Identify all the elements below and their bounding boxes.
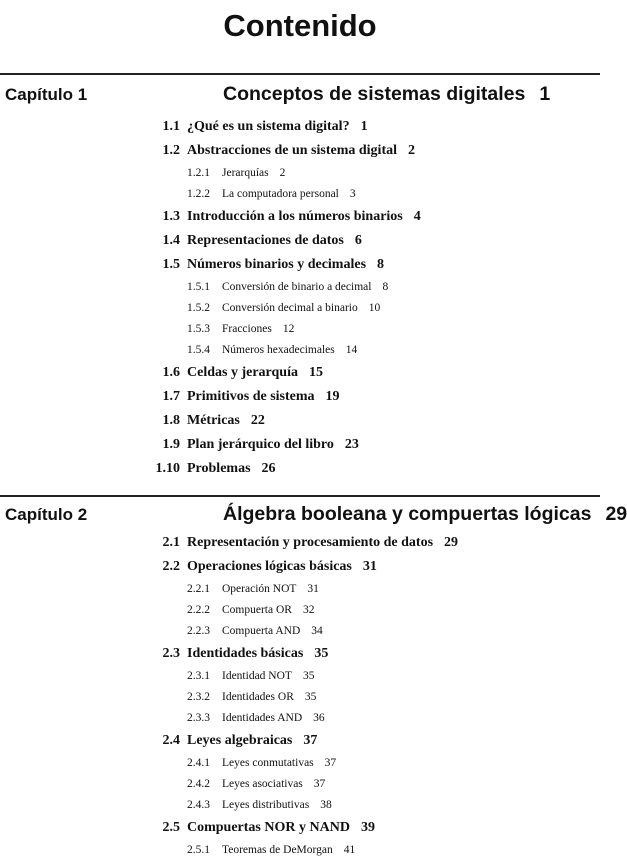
entry-title [222, 600, 314, 621]
entry-page: 29 [444, 535, 459, 550]
entry-page: 41 [343, 844, 356, 856]
entry-title-text: Identidades AND [222, 712, 303, 724]
toc-subsection[interactable] [0, 319, 600, 340]
entry-number: 2.3.1 [187, 670, 210, 682]
entry-list [0, 115, 600, 481]
entry-number: 1.5.4 [187, 344, 210, 356]
chapter-title[interactable] [223, 83, 550, 106]
entry-page: 15 [308, 365, 323, 380]
entry-title-text: Conversión decimal a binario [222, 302, 358, 314]
entry-title-text: Identidad NOT [222, 670, 292, 682]
entry-page: 36 [313, 712, 325, 724]
entry-page: 2 [279, 167, 286, 179]
entry-title [187, 531, 458, 555]
entry-page: 8 [382, 281, 389, 293]
toc-section[interactable] [0, 642, 600, 666]
entry-title-text: Primitivos de sistema [187, 389, 315, 404]
entry-number: 2.5.1 [187, 844, 210, 856]
entry-title-text: Representaciones de datos [187, 233, 344, 248]
entry-title-text: Problemas [187, 461, 251, 476]
entry-title [187, 361, 323, 385]
entry-title [222, 319, 294, 340]
entry-title [187, 385, 340, 409]
entry-title-text: Leyes algebraicas [187, 733, 293, 748]
entry-page: 39 [360, 820, 375, 835]
entry-title-text: Jerarquías [222, 167, 269, 179]
entry-number: 1.5.3 [187, 323, 210, 335]
toc-subsection[interactable] [0, 621, 600, 642]
entry-page: 1 [360, 119, 368, 134]
entry-title [187, 729, 317, 753]
entry-number: 1.8 [162, 413, 180, 428]
entry-title-text: Teoremas de DeMorgan [222, 844, 333, 856]
toc-section[interactable] [0, 555, 600, 579]
entry-title [187, 457, 276, 481]
entry-title [222, 840, 355, 861]
entry-number: 2.5 [162, 820, 180, 835]
entry-number: 1.9 [162, 437, 180, 452]
entry-page: 14 [345, 344, 358, 356]
entry-title-text: Representación y procesamiento de datos [187, 535, 434, 550]
chapter-heading [0, 75, 600, 115]
entry-title-text: Fracciones [222, 323, 272, 335]
entry-page: 19 [325, 389, 340, 404]
toc-section[interactable] [0, 729, 600, 753]
entry-title-text: Números hexadecimales [222, 344, 335, 356]
entry-page: 26 [261, 461, 276, 476]
entry-title [222, 621, 323, 642]
entry-number: 1.5 [162, 257, 180, 272]
entry-title [222, 298, 380, 319]
entry-title [222, 340, 357, 361]
toc-subsection[interactable] [0, 774, 600, 795]
chapter-1 [0, 73, 600, 481]
entry-page: 6 [354, 233, 362, 248]
entry-page: 31 [307, 583, 319, 595]
entry-title [222, 163, 285, 184]
entry-page: 37 [303, 733, 318, 748]
entry-number: 1.2.1 [187, 167, 210, 179]
entry-number: 2.2.2 [187, 604, 210, 616]
entry-title-text: Compuerta AND [222, 625, 301, 637]
entry-title-text: La computadora personal [222, 188, 339, 200]
toc-section[interactable] [0, 457, 600, 481]
entry-page: 34 [311, 625, 323, 637]
toc-subsection[interactable] [0, 708, 600, 729]
entry-page: 23 [344, 437, 359, 452]
entry-number: 1.4 [162, 233, 180, 248]
entry-number: 2.3 [162, 646, 180, 661]
entry-title [187, 253, 384, 277]
toc-subsection[interactable] [0, 277, 600, 298]
toc-section[interactable] [0, 409, 600, 433]
entry-title [222, 666, 314, 687]
toc-section[interactable] [0, 531, 600, 555]
toc-section[interactable] [0, 229, 600, 253]
chapter-page: 1 [539, 83, 551, 105]
toc-section[interactable] [0, 205, 600, 229]
entry-title [222, 774, 325, 795]
toc-section[interactable] [0, 115, 600, 139]
entry-title [187, 409, 265, 433]
entry-title [187, 229, 362, 253]
entry-title-text: Métricas [187, 413, 240, 428]
entry-title [222, 277, 388, 298]
chapter-label: Capítulo 1 [5, 85, 88, 104]
toc-section[interactable] [0, 433, 600, 457]
entry-page: 8 [377, 257, 385, 272]
entry-title [187, 642, 328, 666]
entry-title [222, 579, 319, 600]
entry-number: 2.4.3 [187, 799, 210, 811]
entry-page: 35 [302, 670, 315, 682]
entry-title [222, 753, 336, 774]
entry-title [187, 205, 421, 229]
entry-page: 35 [304, 691, 317, 703]
entry-title-text: ¿Qué es un sistema digital? [187, 119, 350, 134]
entry-title [222, 795, 332, 816]
entry-number: 1.2 [162, 143, 180, 158]
entry-page: 38 [320, 799, 332, 811]
chapter-title-text: Conceptos de sistemas digitales [223, 83, 526, 105]
entry-title-text: Conversión de binario a decimal [222, 281, 372, 293]
chapter-title[interactable] [223, 503, 627, 526]
entry-page: 12 [282, 323, 295, 335]
entry-title [187, 433, 359, 457]
toc-subsection[interactable] [0, 579, 600, 600]
entry-title-text: Introducción a los números binarios [187, 209, 403, 224]
entry-title-text: Abstracciones de un sistema digital [187, 143, 397, 158]
entry-title-text: Números binarios y decimales [187, 257, 367, 272]
toc-subsection[interactable] [0, 298, 600, 319]
chapter-label: Capítulo 2 [5, 505, 88, 524]
entry-title-text: Leyes distributivas [222, 799, 310, 811]
toc-section[interactable] [0, 361, 600, 385]
entry-number: 1.5.1 [187, 281, 210, 293]
entry-number: 2.2.3 [187, 625, 210, 637]
toc-section[interactable] [0, 816, 600, 840]
chapter-heading [0, 497, 627, 531]
entry-title-text: Operación NOT [222, 583, 297, 595]
entry-number: 1.5.2 [187, 302, 210, 314]
toc-subsection[interactable] [0, 753, 600, 774]
entry-page: 22 [250, 413, 265, 428]
entry-number: 2.4.2 [187, 778, 210, 790]
entry-page: 4 [413, 209, 421, 224]
toc-section[interactable] [0, 139, 600, 163]
toc-subsection[interactable] [0, 687, 600, 708]
toc-subsection[interactable] [0, 184, 600, 205]
entry-number: 2.4.1 [187, 757, 210, 769]
entry-title-text: Operaciones lógicas básicas [187, 559, 352, 574]
entry-page: 37 [313, 778, 326, 790]
entry-title [187, 115, 368, 139]
entry-number: 2.1 [162, 535, 180, 550]
entry-page: 3 [349, 188, 356, 200]
toc-subsection[interactable] [0, 795, 600, 816]
entry-title [222, 184, 356, 205]
chapter-2 [0, 495, 627, 861]
toc-subsection[interactable] [0, 666, 600, 687]
entry-number: 1.3 [162, 209, 180, 224]
entry-number: 2.3.3 [187, 712, 210, 724]
entry-number: 2.3.2 [187, 691, 210, 703]
entry-title-text: Compuertas NOR y NAND [187, 820, 350, 835]
entry-title-text: Plan jerárquico del libro [187, 437, 334, 452]
page-title: Contenido [223, 8, 377, 43]
chapter-title-text: Álgebra booleana y compuertas lógicas [223, 503, 592, 525]
entry-page: 32 [302, 604, 315, 616]
entry-number: 1.2.2 [187, 188, 210, 200]
entry-title [187, 816, 375, 840]
entry-number: 2.4 [162, 733, 180, 748]
entry-page: 37 [324, 757, 337, 769]
entry-title-text: Identidades básicas [187, 646, 304, 661]
entry-list [0, 531, 600, 861]
entry-page: 10 [368, 302, 381, 314]
entry-number: 2.2 [162, 559, 180, 574]
toc-subsection[interactable] [0, 163, 600, 184]
toc-section[interactable] [0, 385, 600, 409]
entry-number: 2.2.1 [187, 583, 210, 595]
toc-subsection[interactable] [0, 600, 600, 621]
toc-section[interactable] [0, 253, 600, 277]
entry-page: 2 [408, 143, 415, 158]
entry-number: 1.6 [162, 365, 180, 380]
entry-page: 35 [314, 646, 329, 661]
entry-title [187, 139, 415, 163]
entry-page: 31 [362, 559, 377, 574]
chapter-page: 29 [605, 503, 627, 525]
entry-number: 1.1 [162, 119, 180, 134]
toc-subsection[interactable] [0, 340, 600, 361]
entry-title-text: Identidades OR [222, 691, 294, 703]
entry-number: 1.10 [155, 461, 180, 476]
entry-title-text: Leyes asociativas [222, 778, 303, 790]
entry-title [222, 687, 316, 708]
entry-title [222, 708, 325, 729]
entry-title [187, 555, 377, 579]
toc-subsection[interactable] [0, 840, 600, 861]
entry-title-text: Celdas y jerarquía [187, 365, 298, 380]
entry-number: 1.7 [162, 389, 180, 404]
entry-title-text: Compuerta OR [222, 604, 292, 616]
entry-title-text: Leyes conmutativas [222, 757, 314, 769]
